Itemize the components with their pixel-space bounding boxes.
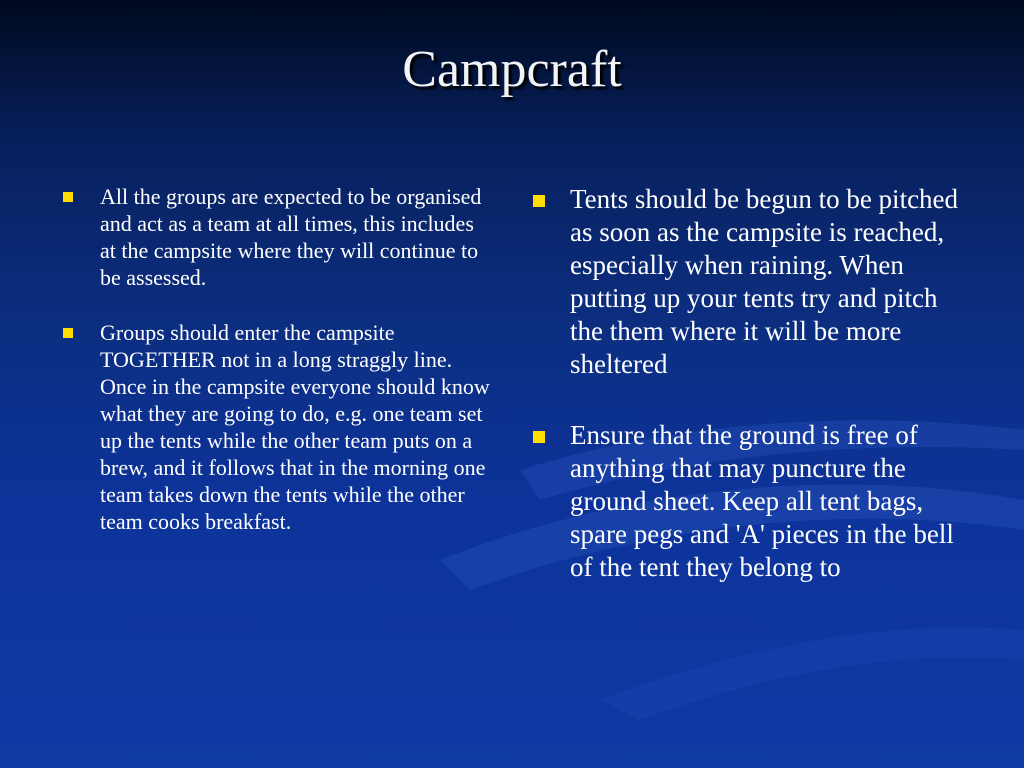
right-bullet-list: [530, 183, 970, 622]
right-bullet-item: [530, 183, 970, 381]
left-bullet-text: Groups should enter the campsite TOGETHER not in a long straggly line. Once in the campsite everyone should know what they are going to do, e.g. one team set up the tents while the other team puts on a brew, and it follows that in the morning one team takes down the tents while the other team cooks breakfast.: [100, 320, 490, 534]
left-bullet-item: [60, 183, 490, 291]
left-bullet-list: [60, 183, 490, 563]
right-bullet-item: [530, 419, 970, 584]
right-bullet-text: Tents should be begun to be pitched as soon as the campsite is reached, especially when raining. When putting up your tents try and pitch the them where it will be more sheltered: [570, 184, 959, 379]
left-bullet-text: All the groups are expected to be organised and act as a team at all times, this includes at the campsite where they will continue to be assessed.: [100, 184, 482, 290]
left-bullet-item: [60, 319, 490, 535]
yellow-square-bullet-icon: [63, 328, 73, 338]
slide-title: Campcraft: [402, 41, 622, 98]
yellow-square-bullet-icon: [533, 431, 545, 443]
right-bullet-text: Ensure that the ground is free of anything that may puncture the ground sheet. Keep all tent bags, spare pegs and 'A' pieces in the bell of the tent they belong to: [570, 420, 954, 582]
yellow-square-bullet-icon: [533, 195, 545, 207]
yellow-square-bullet-icon: [63, 192, 73, 202]
